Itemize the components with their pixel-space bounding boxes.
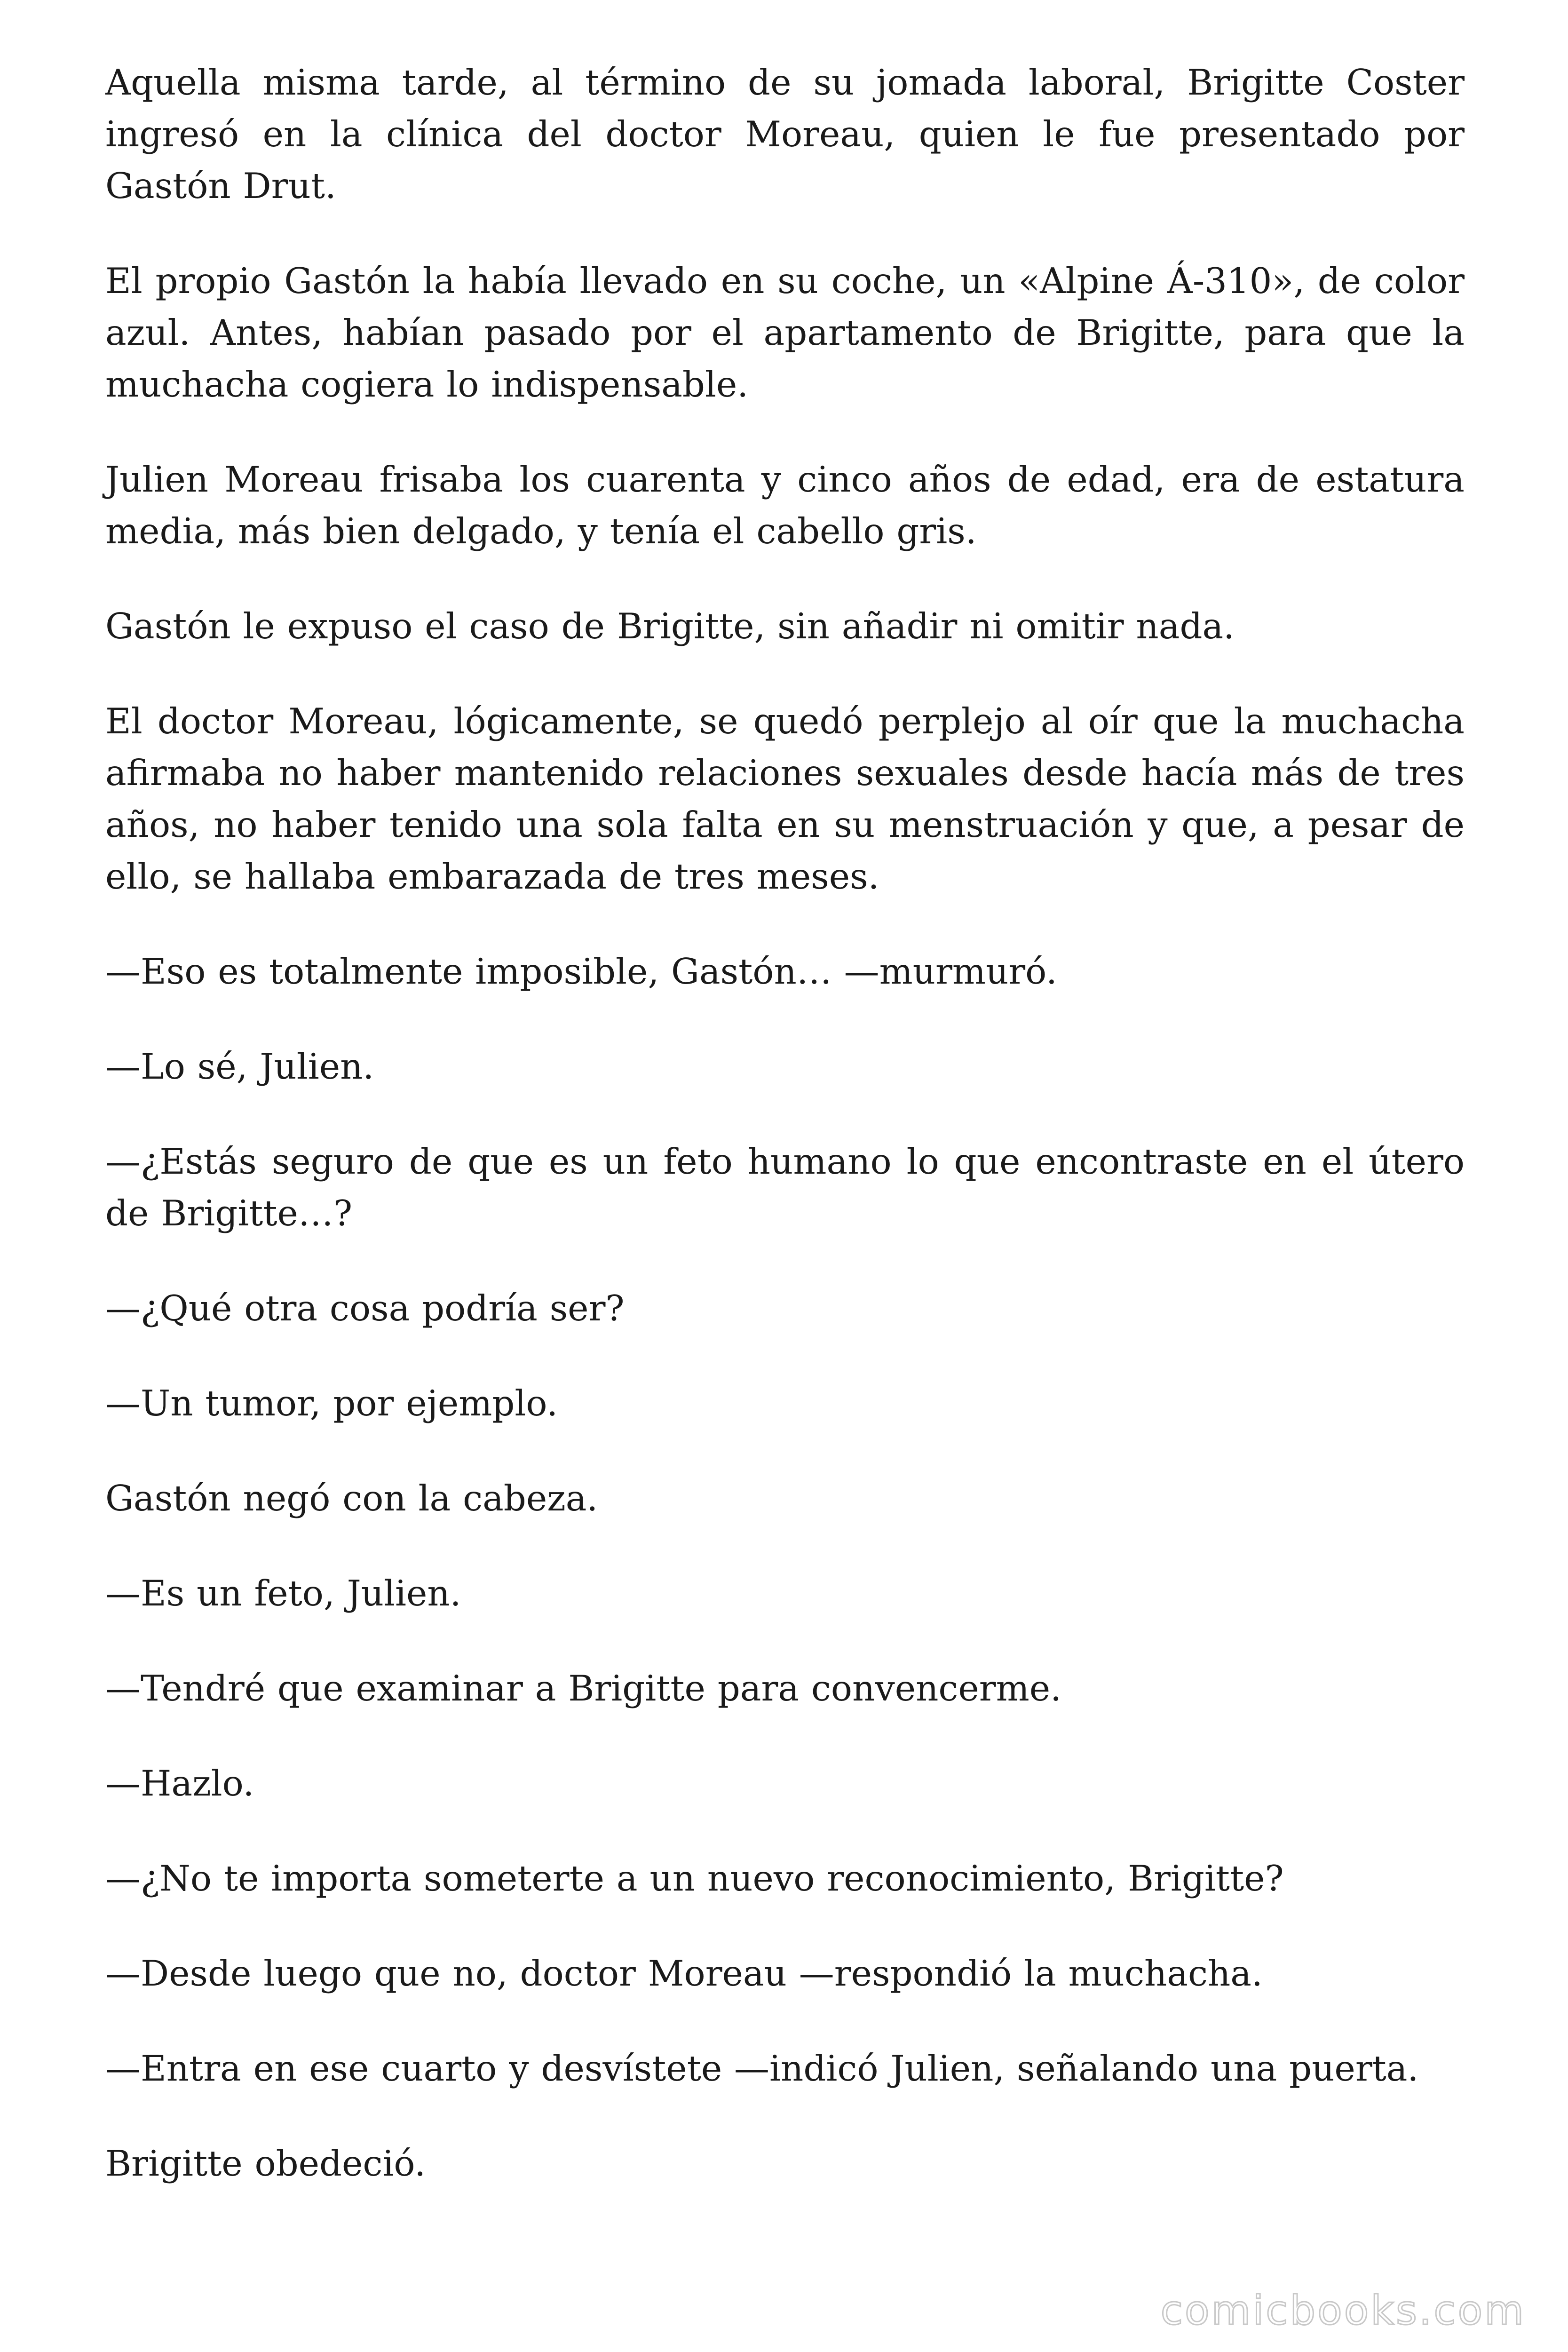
watermark: comicbooks.com bbox=[1160, 2287, 1526, 2334]
paragraph: Brigitte obedeció. bbox=[105, 2143, 426, 2184]
paragraph: Gastón le expuso el caso de Brigitte, sin añadir ni omitir nada. bbox=[105, 605, 1235, 647]
dialogue-line: —¿Qué otra cosa podría ser? bbox=[105, 1287, 625, 1329]
dialogue-line: —Un tumor, por ejemplo. bbox=[105, 1383, 558, 1424]
paragraph: Aquella misma tarde, al término de su jomada laboral, Brigitte Coster ingresó en la clínica del doctor Moreau, quien le fue presentado por Gastón Drut. bbox=[105, 62, 1465, 207]
dialogue-line: —Desde luego que no, doctor Moreau —respondió la muchacha. bbox=[105, 1953, 1263, 1994]
dialogue-line: —Hazlo. bbox=[105, 1763, 254, 1804]
dialogue-line: —¿No te importa someterte a un nuevo reconocimiento, Brigitte? bbox=[105, 1858, 1284, 1899]
paragraph: El doctor Moreau, lógicamente, se quedó perplejo al oír que la muchacha afirmaba no haber mantenido relaciones sexuales desde hacía más de tres años, no haber tenido una sola falta en su menstruación y que, a pesar de ello, se hallaba embarazada de tres meses. bbox=[105, 700, 1465, 897]
dialogue-line: —¿Estás seguro de que es un feto humano lo que encontraste en el útero de Brigitte…? bbox=[105, 1141, 1465, 1234]
paragraph: El propio Gastón la había llevado en su coche, un «Alpine Á-310», de color azul. Antes, habían pasado por el apartamento de Brigitte, para que la muchacha cogiera lo indispensable. bbox=[105, 260, 1465, 405]
document-body bbox=[105, 56, 1465, 2296]
dialogue-line: —Es un feto, Julien. bbox=[105, 1573, 461, 1614]
dialogue-line: —Eso es totalmente imposible, Gastón… —murmuró. bbox=[105, 951, 1057, 992]
dialogue-line: —Lo sé, Julien. bbox=[105, 1046, 374, 1087]
dialogue-line: —Entra en ese cuarto y desvístete —indicó Julien, señalando una puerta. bbox=[105, 2048, 1419, 2089]
paragraph: Julien Moreau frisaba los cuarenta y cinco años de edad, era de estatura media, más bien delgado, y tenía el cabello gris. bbox=[105, 459, 1465, 552]
paragraph: Gastón negó con la cabeza. bbox=[105, 1478, 598, 1519]
dialogue-line: —Tendré que examinar a Brigitte para convencerme. bbox=[105, 1668, 1061, 1709]
